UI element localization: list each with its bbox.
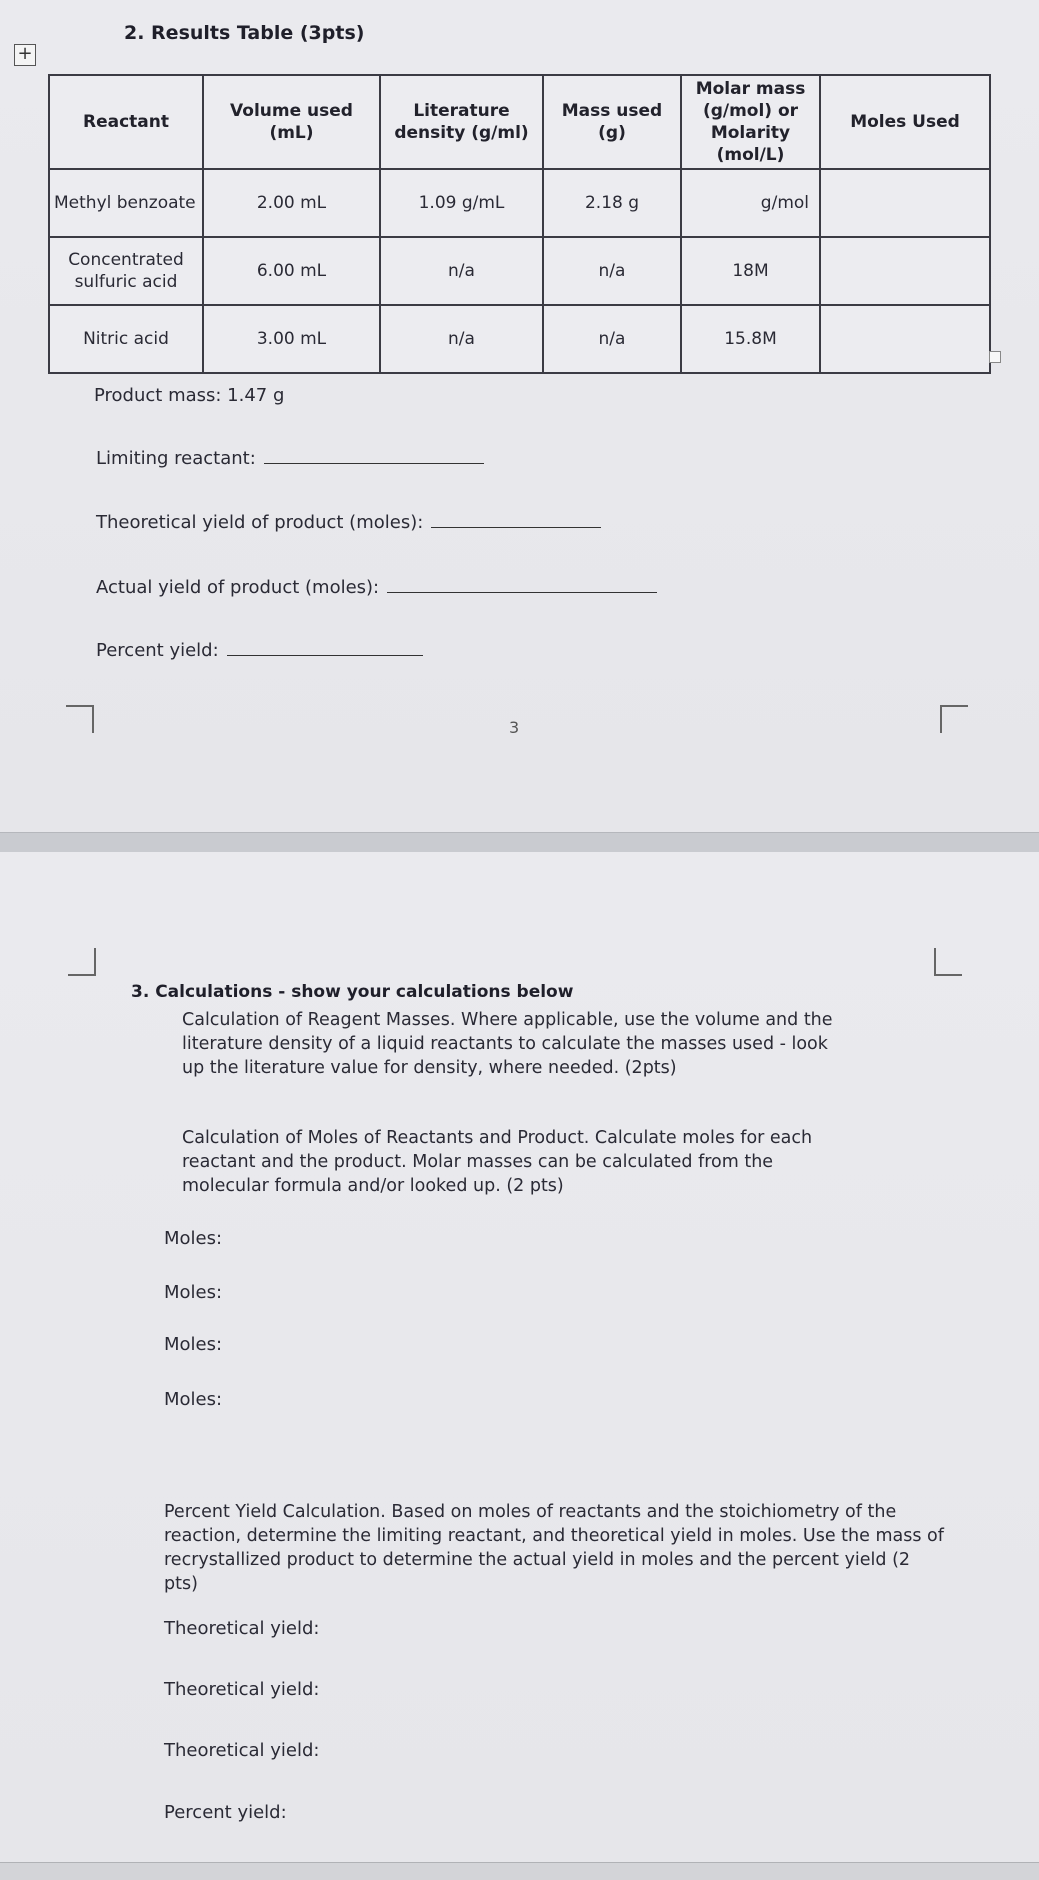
calculations-heading: 3. Calculations - show your calculations below — [131, 982, 574, 1002]
percent-yield-field — [96, 640, 423, 661]
margin-corner-mark — [68, 948, 96, 976]
limiting-reactant-label: Limiting reactant: — [96, 448, 256, 469]
actual-yield-field — [96, 577, 657, 598]
cell-molar-mass[interactable]: 15.8M — [681, 305, 820, 373]
cell-density[interactable]: n/a — [380, 237, 543, 305]
header-moles-used: Moles Used — [820, 75, 990, 169]
page-number: 3 — [509, 718, 520, 737]
moles-label: Moles: — [164, 1334, 223, 1355]
page-bottom-edge — [0, 1862, 1039, 1880]
theoretical-yield-label: Theoretical yield: — [164, 1679, 320, 1700]
actual-yield-label: Actual yield of product (moles): — [96, 577, 380, 598]
margin-corner-mark — [934, 948, 962, 976]
header-mass: Mass used (g) — [543, 75, 681, 169]
results-table-heading: 2. Results Table (3pts) — [124, 22, 365, 44]
cell-moles-used[interactable] — [820, 169, 990, 237]
margin-corner-mark — [940, 705, 968, 733]
cell-moles-used[interactable] — [820, 237, 990, 305]
cell-reactant[interactable]: Nitric acid — [49, 305, 203, 373]
cell-moles-used[interactable] — [820, 305, 990, 373]
table-header-row — [49, 75, 990, 169]
margin-corner-mark — [66, 705, 94, 733]
product-mass-text: Product mass: 1.47 g — [94, 385, 285, 406]
theoretical-yield-label: Theoretical yield: — [164, 1740, 320, 1761]
header-reactant: Reactant — [49, 75, 203, 169]
theoretical-yield-blank[interactable] — [431, 513, 601, 528]
header-molar-mass: Molar mass (g/mol) or Molarity (mol/L) — [681, 75, 820, 169]
theoretical-yield-label: Theoretical yield of product (moles): — [96, 512, 424, 533]
table-move-handle-icon[interactable]: + — [14, 44, 36, 66]
page-break — [0, 832, 1039, 854]
reagent-masses-instructions: Calculation of Reagent Masses. Where applicable, use the volume and the literature density of a liquid reactants to calculate the masses used - look up the literature value for density, where needed. (2pts) — [182, 1010, 833, 1078]
cell-molar-mass[interactable]: 18M — [681, 237, 820, 305]
document-page-3 — [0, 0, 1039, 832]
percent-yield-blank[interactable] — [227, 641, 423, 656]
cell-mass[interactable]: n/a — [543, 237, 681, 305]
actual-yield-blank[interactable] — [387, 578, 657, 593]
table-resize-handle[interactable] — [989, 351, 1001, 363]
results-table[interactable] — [48, 74, 991, 374]
moles-label: Moles: — [164, 1282, 223, 1303]
cell-volume[interactable]: 3.00 mL — [203, 305, 380, 373]
cell-volume[interactable]: 2.00 mL — [203, 169, 380, 237]
table-row — [49, 237, 990, 305]
table-row — [49, 305, 990, 373]
cell-reactant[interactable]: Concentrated sulfuric acid — [49, 237, 203, 305]
header-density: Literature density (g/ml) — [380, 75, 543, 169]
table-row — [49, 169, 990, 237]
cell-mass[interactable]: 2.18 g — [543, 169, 681, 237]
cell-density[interactable]: 1.09 g/mL — [380, 169, 543, 237]
percent-yield-label: Percent yield: — [164, 1802, 287, 1823]
header-volume: Volume used (mL) — [203, 75, 380, 169]
cell-volume[interactable]: 6.00 mL — [203, 237, 380, 305]
percent-yield-label: Percent yield: — [96, 640, 219, 661]
cell-mass[interactable]: n/a — [543, 305, 681, 373]
theoretical-yield-field — [96, 512, 601, 533]
theoretical-yield-label: Theoretical yield: — [164, 1618, 320, 1639]
moles-label: Moles: — [164, 1389, 223, 1410]
percent-yield-instructions: Percent Yield Calculation. Based on moles of reactants and the stoichiometry of the reaction, determine the limiting reactant, and theoretical yield in moles. Use the mass of recrystallized product to determine the actual yield in moles and the percent yield (2 pts) — [164, 1502, 944, 1594]
limiting-reactant-blank[interactable] — [264, 449, 484, 464]
cell-molar-mass[interactable]: g/mol — [681, 169, 820, 237]
limiting-reactant-field — [96, 448, 484, 469]
document-page-4 — [0, 852, 1039, 1879]
moles-label: Moles: — [164, 1228, 223, 1249]
cell-reactant[interactable]: Methyl benzoate — [49, 169, 203, 237]
cell-density[interactable]: n/a — [380, 305, 543, 373]
moles-instructions: Calculation of Moles of Reactants and Product. Calculate moles for each reactant and the product. Molar masses can be calculated from the molecular formula and/or looked up. (2 pts) — [182, 1128, 813, 1196]
